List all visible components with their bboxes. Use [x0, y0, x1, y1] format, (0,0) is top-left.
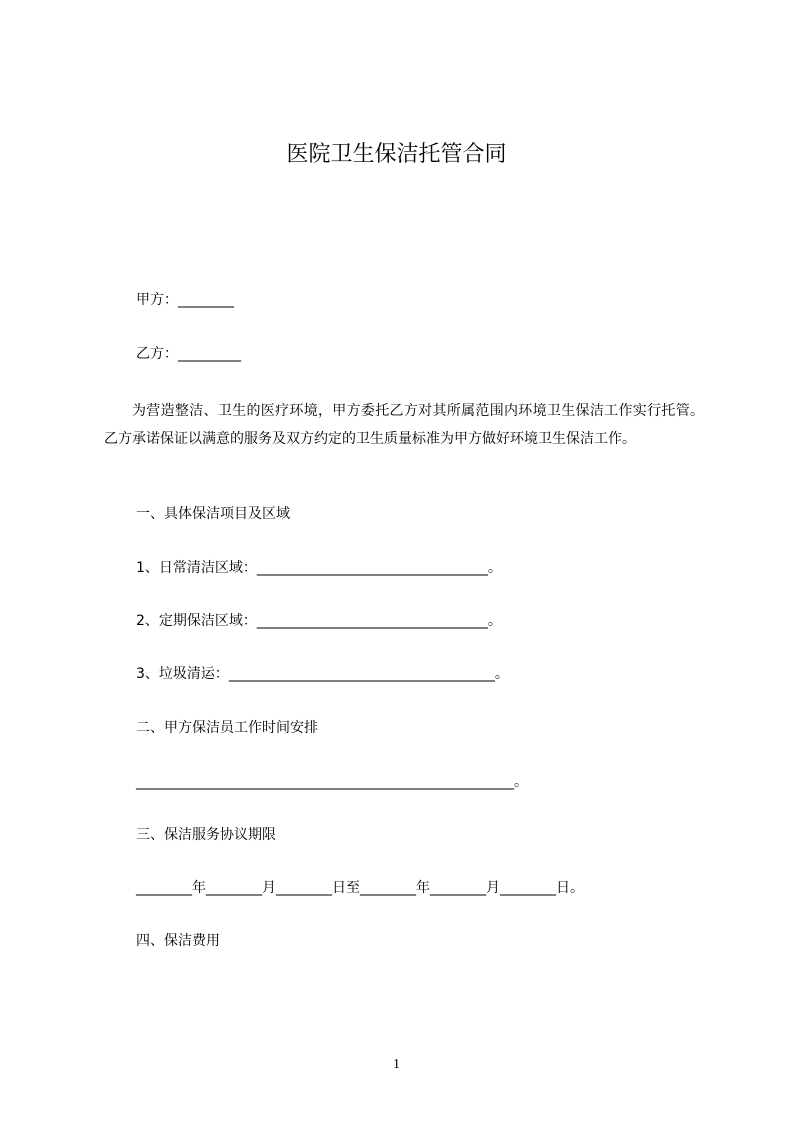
section-1-item-daily-cleaning: 1、日常清洁区域：_________________________________。	[136, 560, 502, 576]
section-3-period-line: ________年________月________日至________年________月________日。	[136, 880, 584, 896]
section-4-heading: 四、保洁费用	[136, 933, 220, 949]
intro-paragraph: 为营造整洁、卫生的医疗环境，甲方委托乙方对其所属范围内环境卫生保洁工作实行托管。乙方承诺保证以满意的服务及双方约定的卫生质量标准为甲方做好环境卫生保洁工作。	[104, 403, 704, 447]
section-1-item-garbage-removal: 3、垃圾清运：______________________________________。	[136, 666, 509, 682]
page-number: 1	[393, 1057, 400, 1072]
party-b-line: 乙方：_________	[136, 346, 241, 362]
section-1-heading: 一、具体保洁项目及区域	[136, 506, 290, 522]
section-2-blank-line: ______________________________________________________。	[136, 774, 528, 790]
section-3-heading: 三、保洁服务协议期限	[136, 827, 276, 843]
party-a-line: 甲方：________	[136, 292, 234, 308]
section-2-heading: 二、甲方保洁员工作时间安排	[136, 720, 318, 736]
section-1-item-periodic-cleaning: 2、定期保洁区域：_________________________________。	[136, 613, 502, 629]
document-title: 医院卫生保洁托管合同	[286, 142, 507, 167]
